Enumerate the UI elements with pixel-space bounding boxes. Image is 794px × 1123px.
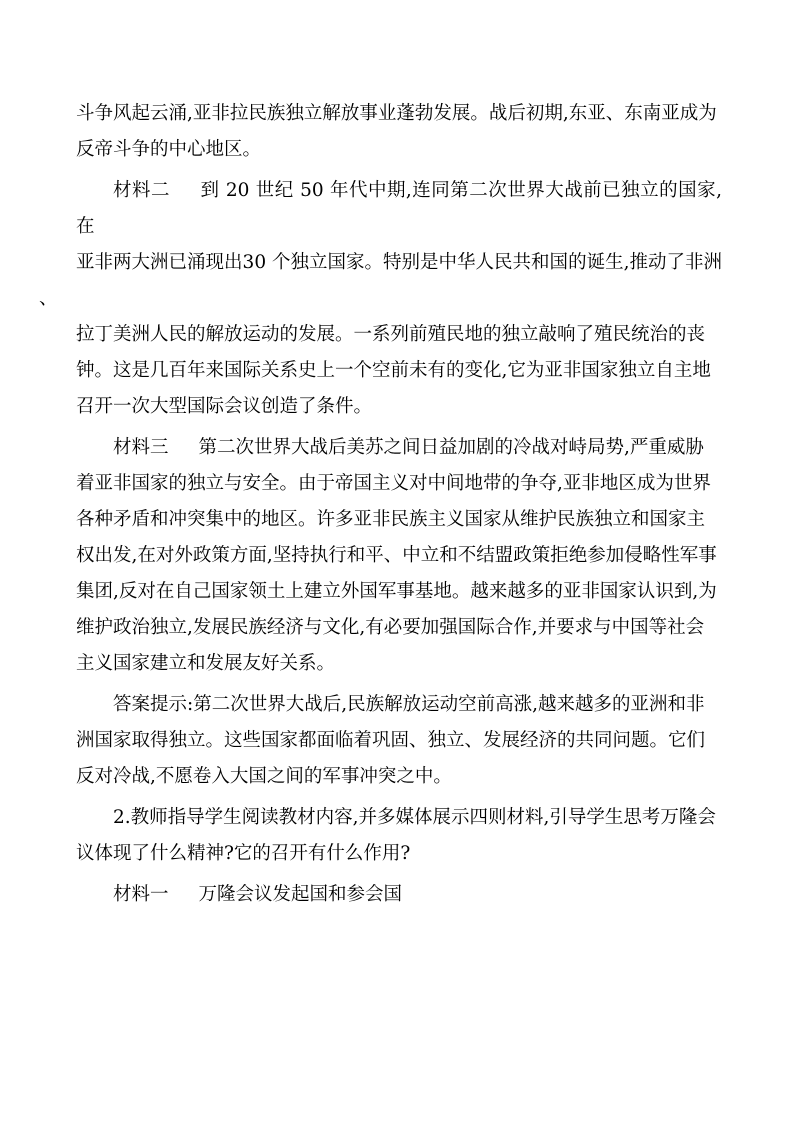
- text-line: 第二次世界大战后美苏之间日益加剧的冷战对峙局势,严重威胁: [198, 437, 704, 458]
- material-label: 材料三: [113, 437, 169, 458]
- text-line: 亚非两大洲已涌现出30 个独立国家。特别是中华人民共和国的诞生,推动了非洲、: [39, 252, 722, 309]
- text-line: 答案提示:第二次世界大战后,民族解放运动空前高涨,越来越多的亚洲和非: [113, 694, 705, 715]
- text-line: 钟。这是几百年来国际关系史上一个空前未有的变化,它为亚非国家独立自主地: [76, 360, 711, 381]
- text-line: 议体现了什么精神?它的召开有什么作用?: [76, 843, 411, 864]
- text-line: 着亚非国家的独立与安全。由于帝国主义对中间地带的争夺,亚非地区成为世界: [76, 473, 711, 494]
- text-line: 到 20 世纪 50 年代中期,连同第二次世界大战前已独立的国家,在: [76, 180, 722, 237]
- text-line: 2.教师指导学生阅读教材内容,并多媒体展示四则材料,引导学生思考万隆会: [113, 807, 716, 828]
- paragraph-intro-continuation: [76, 96, 722, 168]
- text-line: 拉丁美洲人民的解放运动的发展。一系列前殖民地的独立敲响了殖民统治的丧: [76, 324, 706, 345]
- text-line: 集团,反对在自己国家领土上建立外国军事基地。越来越多的亚非国家认识到,为: [76, 581, 717, 602]
- text-line: 召开一次大型国际会议创造了条件。: [76, 396, 373, 417]
- paragraph-teacher-guidance: [76, 800, 722, 872]
- material-label: 材料一: [113, 884, 169, 905]
- text-line: 维护政治独立,发展民族经济与文化,有必要加强国际合作,并要求与中国等社会: [76, 617, 705, 638]
- paragraph-material-one: [76, 877, 722, 913]
- text-line: 万隆会议发起国和参会国: [198, 884, 403, 905]
- paragraph-answer-hint: [76, 687, 722, 795]
- text-line: 各种矛盾和冲突集中的地区。许多亚非民族主义国家从维护民族独立和国家主: [76, 509, 706, 530]
- text-line: 主义国家建立和发展友好关系。: [76, 653, 336, 674]
- material-label: 材料二: [113, 180, 170, 201]
- text-line: 权出发,在对外政策方面,坚持执行和平、中立和不结盟政策拒绝参加侵略性军事: [76, 545, 717, 566]
- document-body: [39, 96, 722, 913]
- paragraph-material-two: [39, 173, 722, 425]
- text-line: 斗争风起云涌,亚非拉民族独立解放事业蓬勃发展。战后初期,东亚、东南亚成为: [76, 103, 717, 124]
- paragraph-material-three: [76, 430, 722, 682]
- text-line: 洲国家取得独立。这些国家都面临着巩固、独立、发展经济的共同问题。它们: [76, 730, 706, 751]
- text-line: 反帝斗争的中心地区。: [76, 139, 262, 160]
- text-line: 反对冷战,不愿卷入大国之间的军事冲突之中。: [76, 766, 452, 787]
